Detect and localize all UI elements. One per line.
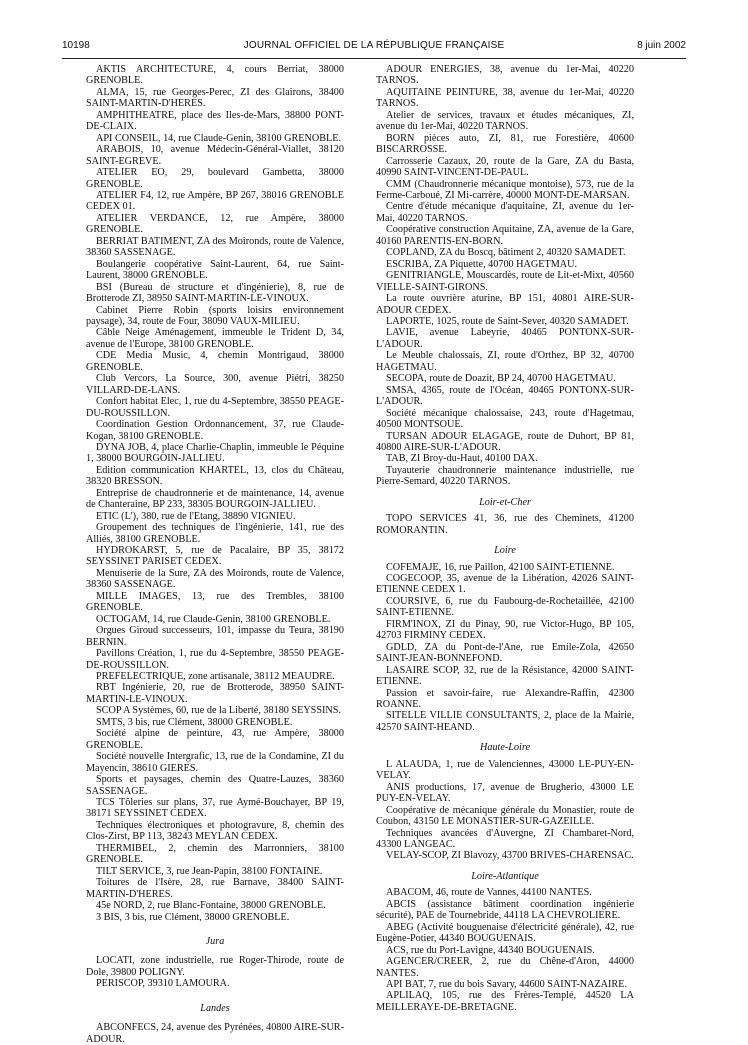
directory-entry: PERISCOP, 39310 LAMOURA.: [96, 978, 230, 990]
directory-entry: AMPHITHEATRE, place des Iles-de-Mars, 38800 PONT-DE-CLAIX.: [86, 109, 344, 133]
section-heading-jura: Jura: [205, 935, 225, 947]
directory-entry: Pavillons Création, 1, rue du 4-Septembre, 38550 PEAGE-DE-ROUSSILLON.: [86, 648, 344, 671]
directory-entry: ATELIER EO, 29, boulevard Gambetta, 38000 GRENOBLE.: [86, 167, 344, 190]
directory-entry: Techniques électroniques et photogravure, 8, chemin des Clos-Zirst, BP 113, 38243 MEYLAN CEDEX.: [86, 819, 344, 843]
directory-entry: Sports et paysages, chemin des Quatre-Lauzes, 38360 SASSENAGE.: [86, 774, 344, 797]
directory-entry: BORN pièces auto, ZI, 81, rue Forestière, 40600 BISCARROSSE.: [376, 132, 634, 156]
directory-entry: TOPO SERVICES 41, 36, rue des Cheminets, 41200 ROMORANTIN.: [376, 513, 634, 536]
directory-entry: Groupement des techniques de l'ingénierie, 141, rue des Alliés, 38100 GRENOBLE.: [86, 522, 344, 545]
jura-list: [86, 955, 344, 989]
directory-entry: TURSAN ADOUR ELAGAGE, route de Duhort, BP 81, 40800 AIRE-SUR-L'ADOUR.: [376, 430, 634, 453]
directory-entry: FIRM'INOX, ZI du Pinay, 90, rue Victor-Hugo, BP 105, 42703 FIRMINY CEDEX.: [376, 618, 634, 642]
directory-entry: LAVIE, avenue Labeyrie, 40465 PONTONX-SUR-L'ADOUR.: [376, 327, 634, 350]
loire-atlantique-list: [376, 887, 634, 1013]
directory-entry: Coordination Gestion Ordonnancement, 37, rue Claude-Kogan, 38100 GRENOBLE.: [86, 419, 344, 442]
directory-entry: Orgues Giroud successeurs, 101, impasse du Teura, 38190 BERNIN.: [86, 625, 344, 648]
directory-entry: ABCONFECS, 24, avenue des Pyrénées, 40800 AIRE-SUR-ADOUR.: [86, 1022, 344, 1045]
left-column: [86, 64, 344, 1045]
directory-entry: Techniques avancées d'Auvergne, ZI Chambaret-Nord, 43300 LANGEAC.: [376, 827, 634, 850]
directory-entry: Cabinet Pierre Robin (sports loisirs environnement paysage), 34, route de Four, 38090 VAUX-MILIEU.: [86, 304, 344, 327]
directory-entry: ANIS productions, 17, avenue de Brugherio, 43000 LE PUY-EN-VELAY.: [376, 781, 634, 805]
directory-entry: Confort habitat Elec, 1, rue du 4-Septembre, 38550 PEAGE-DU-ROUSSILLON.: [86, 396, 344, 419]
directory-entry: THERMIBEL, 2, chemin des Marronniers, 38100 GRENOBLE.: [86, 842, 344, 866]
haute-loire-list: [376, 759, 634, 862]
directory-entry: Boulangerie coopérative Saint-Laurent, 64, rue Saint-Laurent, 38000 GRENOBLE.: [86, 258, 344, 282]
directory-entry: SECOPA, route de Doazit, BP 24, 40700 HAGETMAU.: [386, 373, 616, 385]
directory-entry: LOCATI, zone industrielle, rue Roger-Thirode, route de Dole, 39800 POLIGNY.: [86, 955, 344, 978]
directory-entry: Passion et savoir-faire, rue Alexandre-Raffin, 42300 ROANNE.: [376, 687, 634, 711]
directory-entry: Toitures de l'Isère, 28, rue Barnave, 38400 SAINT-MARTIN-D'HERES.: [86, 877, 344, 900]
directory-entry: COFEMAJE, 16, rue Paillon, 42100 SAINT-ETIENNE.: [386, 561, 615, 573]
header-rule: [62, 58, 686, 59]
directory-entry: ATELIER F4, 12, rue Ampère, BP 267, 38016 GRENOBLE CEDEX 01.: [86, 189, 344, 213]
directory-entry: AGENCER/CREER, 2, rue du Chêne-d'Aron, 44000 NANTES.: [376, 956, 634, 979]
directory-entry: ABEG (Activité bouguenaise d'électricité générale), 42, rue Eugène-Potier, 44340 BOUGUENAIS.: [376, 921, 634, 945]
directory-entry: Entreprise de chaudronnerie et de maintenance, 14, avenue de Chanteraine, BP 233, 38305 BOURGOIN-JALLIEU.: [86, 487, 344, 511]
directory-entry: ADOUR ENERGIES, 38, avenue du 1er-Mai, 40220 TARNOS.: [376, 64, 634, 87]
section-heading-loire: Loire: [494, 545, 516, 557]
directory-entry: AQUITAINE PEINTURE, 38, avenue du 1er-Mai, 40220 TARNOS.: [376, 86, 634, 110]
directory-entry: VELAY-SCOP, ZI Blavozy, 43700 BRIVES-CHARENSAC.: [386, 850, 634, 862]
directory-entry: DYNA JOB, 4, place Charlie-Chaplin, immeuble le Péquine 1, 38000 BOURGOIN-JALLIEU.: [86, 441, 344, 465]
directory-entry: 3 BIS, 3 bis, rue Clément, 38000 GRENOBLE.: [96, 911, 290, 923]
directory-entry: CMM (Chaudronnerie mécanique montoise), 573, rue de la Ferme-Carboué, ZI Mi-carrère, 40000 MONT-DE-MARSAN.: [376, 178, 634, 201]
directory-entry: Centre d'étude mécanique d'aquitaine, ZI, avenue du 1er-Mai, 40220 TARNOS.: [376, 201, 634, 224]
directory-entry: Menuiserie de la Sure, ZA des Moironds, route de Valence, 38360 SASSENAGE.: [86, 567, 344, 591]
directory-entry: SCOP A Systèmes, 60, rue de la Liberté, 38180 SEYSSINS.: [96, 705, 341, 717]
directory-entry: TILT SERVICE, 3, rue Jean-Papin, 38100 FONTAINE.: [96, 865, 323, 877]
directory-entry: API BAT, 7, rue du bois Savary, 44600 SAINT-NAZAIRE.: [386, 978, 627, 990]
section-heading-loire-atlantique: Loire-Atlantique: [471, 870, 539, 882]
directory-entry: ARABOIS, 10, avenue Médecin-Général-Viallet, 38120 SAINT-EGREVE.: [86, 144, 344, 167]
directory-entry: ABCIS (assistance bâtiment coordination ingénierie sécurité), PAE de Tournebride, 44118 LA CHEVROLIERE.: [376, 898, 634, 922]
directory-entry: ETIC (L'), 380, rue de l'Etang, 38890 VIGNIEU.: [96, 510, 296, 522]
section-heading-landes: Landes: [200, 1002, 230, 1014]
directory-entry: COGECOOP, 35, avenue de la Libération, 42026 SAINT-ETIENNE CEDEX 1.: [376, 573, 634, 596]
directory-entry: SITELLE VILLIE CONSULTANTS, 2, place de la Mairie, 42570 SAINT-HEAND.: [376, 710, 634, 733]
loir-et-cher-list: [376, 513, 634, 536]
directory-entry: Tuyauterie chaudronnerie maintenance industrielle, rue Pierre-Semard, 40220 TARNOS.: [376, 464, 634, 488]
directory-entry: ATELIER VERDANCE, 12, rue Ampère, 38000 GRENOBLE.: [86, 212, 344, 236]
directory-entry: LASAIRE SCOP, 32, rue de la Résistance, 42000 SAINT-ETIENNE.: [376, 664, 634, 688]
section-heading-haute-loire: Haute-Loire: [480, 742, 530, 754]
directory-entry: LAPORTE, 1025, route de Saint-Sever, 40320 SAMADET.: [386, 315, 629, 327]
directory-entry: Coopérative de mécanique générale du Monastier, route de Coubon, 43150 LE MONASTIER-SUR-GAZEILLE.: [376, 804, 634, 828]
directory-entry: ALMA, 15, rue Georges-Perec, ZI des Glairons, 38400 SAINT-MARTIN-D'HERES.: [86, 86, 344, 110]
page-header: [62, 38, 686, 58]
publication-date: 8 juin 2002: [637, 40, 686, 51]
directory-entry: ESCRIBA, ZA Piquette, 40700 HAGETMAU.: [386, 258, 578, 270]
directory-entry: L ALAUDA, 1, rue de Valenciennes, 43000 LE-PUY-EN-VELAY.: [376, 758, 634, 782]
directory-entry: PREFELECTRIQUE, zone artisanale, 38112 MEAUDRE.: [96, 671, 335, 683]
landes-list: [86, 1022, 344, 1045]
directory-entry: CDE Media Music, 4, chemin Montrigaud, 38000 GRENOBLE.: [86, 350, 344, 373]
directory-entry: SMSA, 4365, route de l'Océan, 40465 PONTONX-SUR-L'ADOUR.: [376, 384, 634, 408]
directory-entry: TCS Tôleries sur plans, 37, rue Aymé-Bouchayer, BP 19, 38171 SEYSSINET CEDEX.: [86, 797, 344, 820]
directory-entry: BERRIAT BATIMENT, ZA des Moironds, route de Valence, 38360 SASSENAGE.: [86, 235, 344, 259]
directory-entry: Le Meuble chalossais, ZI, route d'Orthez, BP 32, 40700 HAGETMAU.: [376, 350, 634, 373]
directory-entry: 45e NORD, 2, rue Blanc-Fontaine, 38000 GRENOBLE.: [96, 900, 326, 912]
directory-entry: Société mécanique chalossaise, 243, route d'Hagetmau, 40500 MONTSOUE.: [376, 407, 634, 431]
directory-entry: GDLD, ZA du Pont-de-l'Ane, rue Emile-Zola, 42650 SAINT-JEAN-BONNEFOND.: [376, 641, 634, 665]
directory-entry: ACS, rue du Port-Lavigne, 44340 BOUGUENAIS.: [386, 944, 595, 956]
directory-entry: Atelier de services, travaux et études mécaniques, ZI, avenue du 1er-Mai, 40220 TARNOS.: [376, 109, 634, 133]
right-column: [376, 64, 634, 1013]
directory-entry: Câble Neige Aménagement, immeuble le Trident D, 34, avenue de l'Europe, 38100 GRENOBLE.: [86, 327, 344, 350]
landes-list-continued: [376, 64, 634, 488]
directory-entry: ABACOM, 46, route de Vannes, 44100 NANTES.: [386, 887, 592, 899]
directory-entry: SMTS, 3 bis, rue Clément, 38000 GRENOBLE.: [96, 716, 293, 728]
page-number: 10198: [62, 40, 90, 51]
directory-entry: MILLE IMAGES, 13, rue des Trembles, 38100 GRENOBLE.: [86, 590, 344, 614]
directory-entry: Société nouvelle Intergrafic, 13, rue de la Condamine, ZI du Mayencin, 38610 GIERES.: [86, 751, 344, 774]
directory-entry: OCTOGAM, 14, rue Claude-Genin, 38100 GRENOBLE.: [96, 613, 331, 625]
directory-entry: COPLAND, ZA du Boscq, bâtiment 2, 40320 SAMADET.: [386, 247, 626, 259]
directory-entry: GENITRIANGLE, Mouscardès, route de Lit-et-Mixt, 40560 VIELLE-SAINT-GIRONS.: [376, 270, 634, 293]
directory-entry: AKTIS ARCHITECTURE, 4, cours Berriat, 38000 GRENOBLE.: [86, 64, 344, 87]
directory-entry: Club Vercors, La Source, 300, avenue Piétri, 38250 VILLARD-DE-LANS.: [86, 373, 344, 396]
directory-entry: API CONSEIL, 14, rue Claude-Genin, 38100 GRENOBLE.: [96, 132, 342, 144]
directory-entry: Société alpine de peinture, 43, rue Ampère, 38000 GRENOBLE.: [86, 728, 344, 751]
directory-entry: COURSIVE, 6, rue du Faubourg-de-Rochetaillée, 42100 SAINT-ETIENNE.: [376, 595, 634, 619]
directory-entry: RBT Ingénierie, 20, rue de Brotterode, 38950 SAINT-MARTIN-LE-VINOUX.: [86, 682, 344, 705]
directory-entry: TAB, ZI Broy-du-Haut, 40100 DAX.: [386, 453, 538, 465]
journal-title: JOURNAL OFFICIEL DE LA RÉPUBLIQUE FRANÇAISE: [243, 40, 505, 51]
section-heading-loir-et-cher: Loir-et-Cher: [479, 496, 531, 508]
directory-entry: APLILAQ, 105, rue des Frères-Templé, 44520 LA MEILLERAYE-DE-BRETAGNE.: [376, 990, 634, 1013]
directory-entry: HYDROKARST, 5, rue de Pacalaire, BP 35, 38172 SEYSSINET PARISET CEDEX.: [86, 545, 344, 568]
directory-entry: BSI (Bureau de structure et d'ingénierie), 8, rue de Brotterode ZI, 38950 SAINT-MARTIN-LE-VINOUX.: [86, 281, 344, 305]
isere-list: [86, 64, 344, 923]
directory-entry: Carrosserie Cazaux, 20, route de la Gare, ZA du Basta, 40990 SAINT-VINCENT-DE-PAUL.: [376, 155, 634, 179]
directory-entry: Coopérative construction Aquitaine, ZA, avenue de la Gare, 40160 PARENTIS-EN-BORN.: [376, 224, 634, 247]
loire-list: [376, 562, 634, 734]
directory-entry: Edition communication KHARTEL, 13, clos du Château, 38320 BRESSON.: [86, 464, 344, 488]
directory-entry: La route ouvrière aturine, BP 151, 40801 AIRE-SUR-ADOUR CEDEX.: [376, 293, 634, 316]
